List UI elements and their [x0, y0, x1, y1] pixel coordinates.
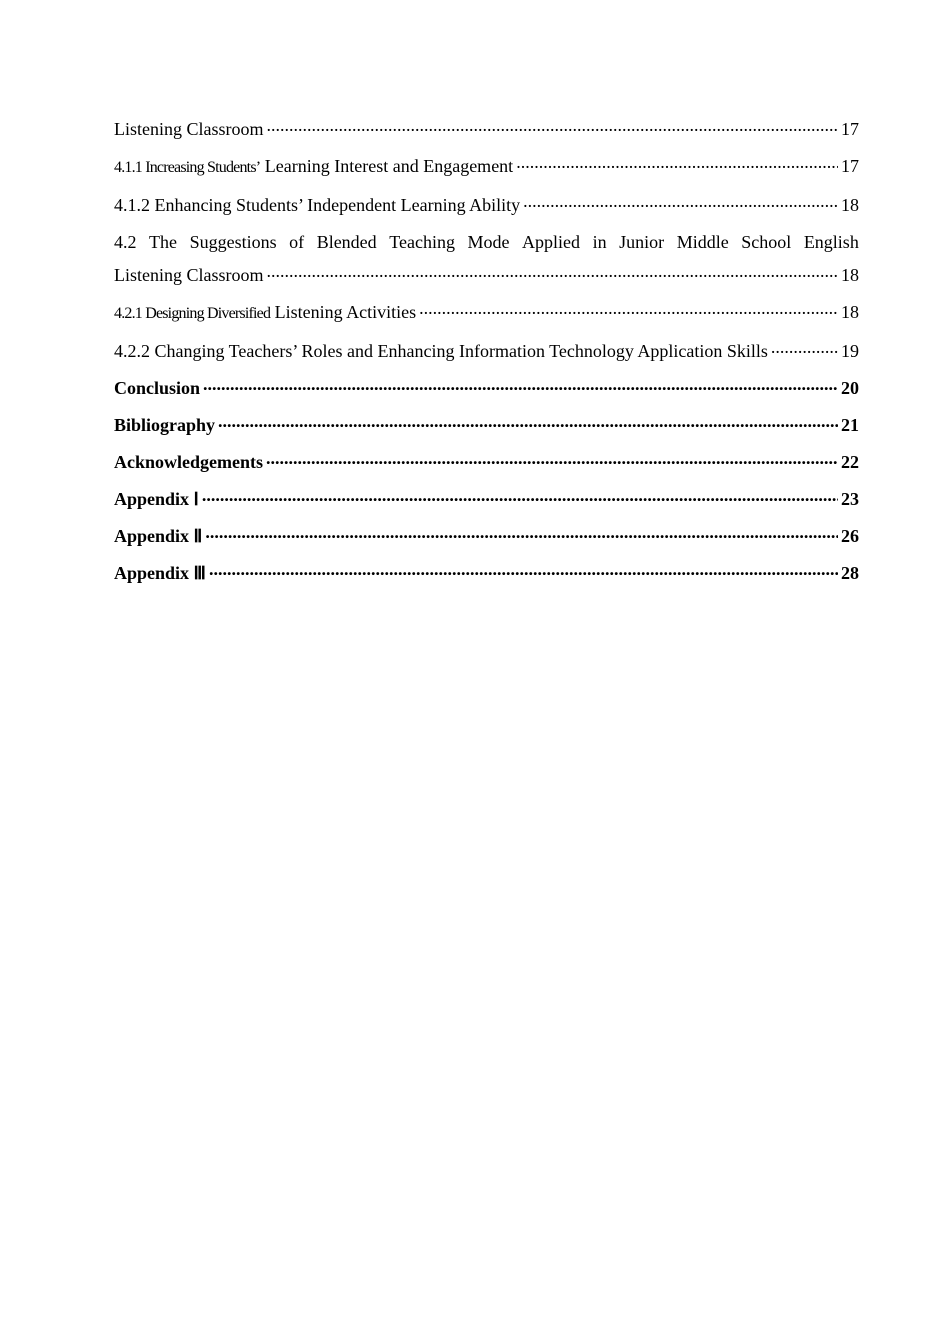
toc-leader-dots	[203, 376, 838, 394]
toc-entry-word: English	[803, 232, 859, 252]
toc-entry-title: Acknowledgements	[114, 452, 263, 472]
toc-entry-word: Middle	[676, 232, 729, 252]
toc-page-number: 17	[841, 156, 859, 176]
toc-entry[interactable]	[114, 339, 859, 363]
toc-entry-title: Appendix Ⅰ	[114, 489, 199, 509]
toc-entry-word: Applied	[522, 232, 581, 252]
toc-page-number: 18	[841, 265, 859, 285]
toc-entry-word: Junior	[619, 232, 665, 252]
toc-page-number: 19	[841, 341, 859, 361]
toc-entry-title: Listening Classroom	[114, 119, 264, 139]
toc-entry[interactable]	[114, 300, 859, 326]
toc-page-number: 18	[841, 302, 859, 322]
toc-page-number: 17	[841, 119, 859, 139]
toc-entry-rest: Learning Interest and Engagement	[260, 156, 514, 176]
toc-entry-appendix-2[interactable]	[114, 524, 859, 548]
toc-page-number: 23	[841, 489, 859, 509]
toc-page-number: 18	[841, 195, 859, 215]
toc-entry-title: Conclusion	[114, 378, 201, 398]
toc-entry-word: Teaching	[389, 232, 455, 252]
toc-leader-dots	[267, 117, 839, 135]
toc-entry-appendix-3[interactable]	[114, 561, 859, 585]
toc-entry[interactable]	[114, 117, 859, 141]
table-of-contents	[114, 117, 859, 598]
toc-entry[interactable]	[114, 193, 859, 217]
toc-entry-word: School	[741, 232, 792, 252]
toc-entry-acknowledgements[interactable]	[114, 450, 859, 474]
toc-leader-dots	[523, 193, 838, 211]
toc-entry-title: 4.1.2 Enhancing Students’ Independent Learning Ability	[114, 195, 521, 215]
toc-page-number: 22	[841, 452, 859, 472]
toc-entry-word: in	[592, 232, 607, 252]
toc-leader-dots	[771, 339, 838, 357]
toc-page-number: 26	[841, 526, 859, 546]
toc-entry-prefix: 4.1.1 Increasing Students’	[114, 159, 261, 176]
toc-entry-word: The	[149, 232, 178, 252]
toc-entry-appendix-1[interactable]	[114, 487, 859, 511]
toc-entry-word: of	[289, 232, 305, 252]
toc-leader-dots	[516, 154, 838, 172]
toc-entry-multiline[interactable]	[114, 230, 859, 254]
toc-entry-word: Blended	[316, 232, 377, 252]
toc-leader-dots	[202, 487, 838, 505]
toc-page-number: 28	[841, 563, 859, 583]
toc-page-number: 21	[841, 415, 859, 435]
toc-entry-title: Appendix Ⅱ	[114, 526, 203, 546]
toc-entry-title: Appendix Ⅲ	[114, 563, 206, 583]
toc-leader-dots	[266, 450, 838, 468]
toc-entry-title	[114, 300, 416, 326]
toc-entry-prefix: 4.2.1 Designing Diversified	[114, 305, 271, 322]
toc-entry-title	[114, 154, 513, 180]
toc-entry[interactable]	[114, 154, 859, 180]
toc-leader-dots	[218, 413, 838, 431]
toc-leader-dots	[209, 561, 838, 579]
toc-entry-rest: Listening Activities	[270, 302, 417, 322]
toc-entry-title: 4.2.2 Changing Teachers’ Roles and Enhancing Information Technology Application Skills	[114, 341, 768, 361]
toc-entry-word: Suggestions	[189, 232, 277, 252]
toc-leader-dots	[419, 300, 838, 318]
toc-leader-dots	[267, 263, 839, 281]
toc-entry-conclusion[interactable]	[114, 376, 859, 400]
toc-entry-title: Bibliography	[114, 415, 216, 435]
toc-entry-word: 4.2	[114, 232, 137, 252]
toc-page-number: 20	[841, 378, 859, 398]
toc-entry[interactable]	[114, 263, 859, 287]
toc-entry-bibliography[interactable]	[114, 413, 859, 437]
toc-entry-title: Listening Classroom	[114, 265, 264, 285]
toc-leader-dots	[205, 524, 838, 542]
toc-entry-word: Mode	[467, 232, 510, 252]
